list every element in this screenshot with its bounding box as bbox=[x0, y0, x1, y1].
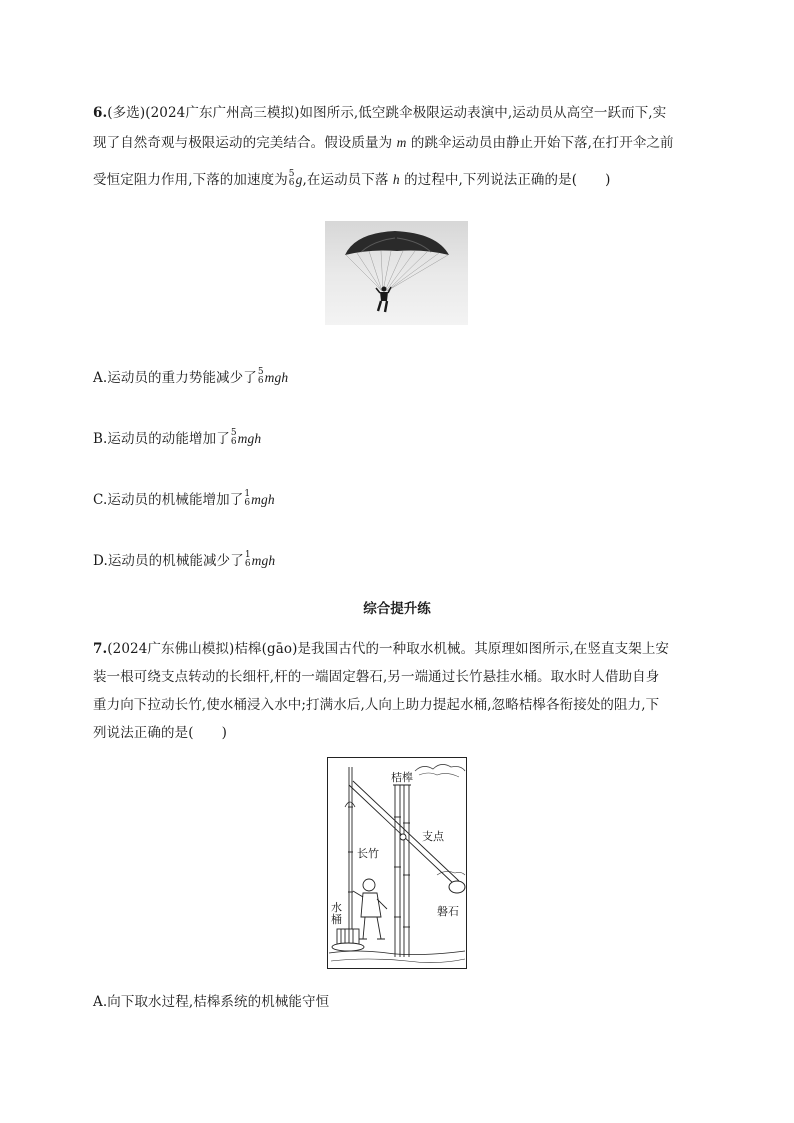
option-c-fraction bbox=[244, 490, 250, 508]
frac-numerator: 1 bbox=[244, 549, 251, 560]
label-changzhu: 长竹 bbox=[357, 847, 379, 860]
q7-close-paren: ) bbox=[221, 725, 227, 741]
option-d-expr: mgh bbox=[251, 553, 276, 568]
parachute-illustration bbox=[325, 221, 468, 325]
option-a-expr: mgh bbox=[264, 370, 289, 385]
q6-number: 6. bbox=[93, 105, 108, 121]
label-shuitong-2: 桶 bbox=[331, 913, 342, 926]
option-a-text: A.运动员的重力势能减少了 bbox=[93, 370, 257, 386]
q6-var-g: g bbox=[295, 172, 303, 187]
option-a-fraction bbox=[258, 368, 264, 386]
option-c-text: C.运动员的机械能增加了 bbox=[93, 492, 244, 508]
option-b-text: B.运动员的动能增加了 bbox=[93, 431, 230, 447]
frac-denominator: 6 bbox=[244, 558, 251, 569]
q6-option-d bbox=[93, 549, 275, 571]
q6-line-2 bbox=[93, 131, 674, 151]
option-d-text: D.运动员的机械能减少了 bbox=[93, 553, 244, 569]
q6-text-1: (多选)(2024广东广州高三模拟)如图所示,低空跳伞极限运动表演中,运动员从高空一跃而下,实 bbox=[107, 105, 667, 121]
frac-denominator: 6 bbox=[257, 375, 264, 386]
q6-line-1 bbox=[93, 101, 666, 121]
q6-text-3a: 受恒定阻力作用,下落的加速度为 bbox=[93, 172, 288, 188]
q7-line-1 bbox=[93, 637, 669, 657]
jiegao-illustration bbox=[327, 757, 467, 969]
q7-option-a: A.向下取水过程,桔槔系统的机械能守恒 bbox=[93, 994, 330, 1010]
q6-text-2b: 的跳伞运动员由静止开始下落,在打开伞之前 bbox=[406, 135, 674, 151]
jiegao-figure bbox=[327, 757, 467, 969]
label-zhidian: 支点 bbox=[422, 830, 444, 843]
q6-fraction bbox=[289, 170, 295, 188]
option-b-expr: mgh bbox=[237, 431, 262, 446]
q6-option-a bbox=[93, 366, 288, 388]
frac-numerator: 5 bbox=[230, 427, 237, 438]
option-b-fraction bbox=[231, 429, 237, 447]
q7-text-1: (2024广东佛山模拟)桔槔(gāo)是我国古代的一种取水机械。其原理如图所示,在竖直支架上安 bbox=[107, 641, 670, 657]
label-jiegao: 桔槔 bbox=[391, 771, 413, 784]
frac-denominator: 6 bbox=[230, 436, 237, 447]
option-c-expr: mgh bbox=[251, 492, 275, 507]
q6-close-paren: ) bbox=[605, 172, 611, 188]
frac-numerator: 5 bbox=[288, 168, 295, 179]
label-shuitong-1: 水 bbox=[331, 901, 342, 914]
q7-number: 7. bbox=[93, 641, 108, 657]
option-d-fraction bbox=[245, 551, 251, 569]
frac-denominator: 6 bbox=[288, 177, 295, 188]
q7-line-3: 重力向下拉动长竹,使水桶浸入水中;打满水后,人向上助力提起水桶,忽略桔槔各衔接处的阻力,下 bbox=[93, 697, 660, 713]
q6-line-3 bbox=[93, 168, 610, 190]
q6-option-b bbox=[93, 427, 261, 449]
q7-text-4a: 列说法正确的是( bbox=[93, 725, 194, 741]
frac-numerator: 1 bbox=[244, 488, 251, 499]
q6-var-m: m bbox=[396, 135, 407, 150]
section-title: 综合提升练 bbox=[363, 601, 431, 617]
frac-numerator: 5 bbox=[257, 366, 264, 377]
frac-denominator: 6 bbox=[244, 497, 251, 508]
q6-var-h: h bbox=[392, 172, 400, 187]
label-panshi: 磐石 bbox=[437, 905, 459, 918]
q6-text-3b: ,在运动员下落 bbox=[302, 172, 393, 188]
q6-text-2a: 现了自然奇观与极限运动的完美结合。假设质量为 bbox=[93, 135, 397, 151]
q6-option-c bbox=[93, 488, 275, 510]
q7-line-2: 装一根可绕支点转动的长细杆,杆的一端固定磐石,另一端通过长竹悬挂水桶。取水时人借助自身 bbox=[93, 669, 660, 685]
q7-line-4 bbox=[93, 721, 227, 741]
parachute-photo bbox=[325, 221, 468, 325]
q6-text-3c: 的过程中,下列说法正确的是( bbox=[399, 172, 578, 188]
